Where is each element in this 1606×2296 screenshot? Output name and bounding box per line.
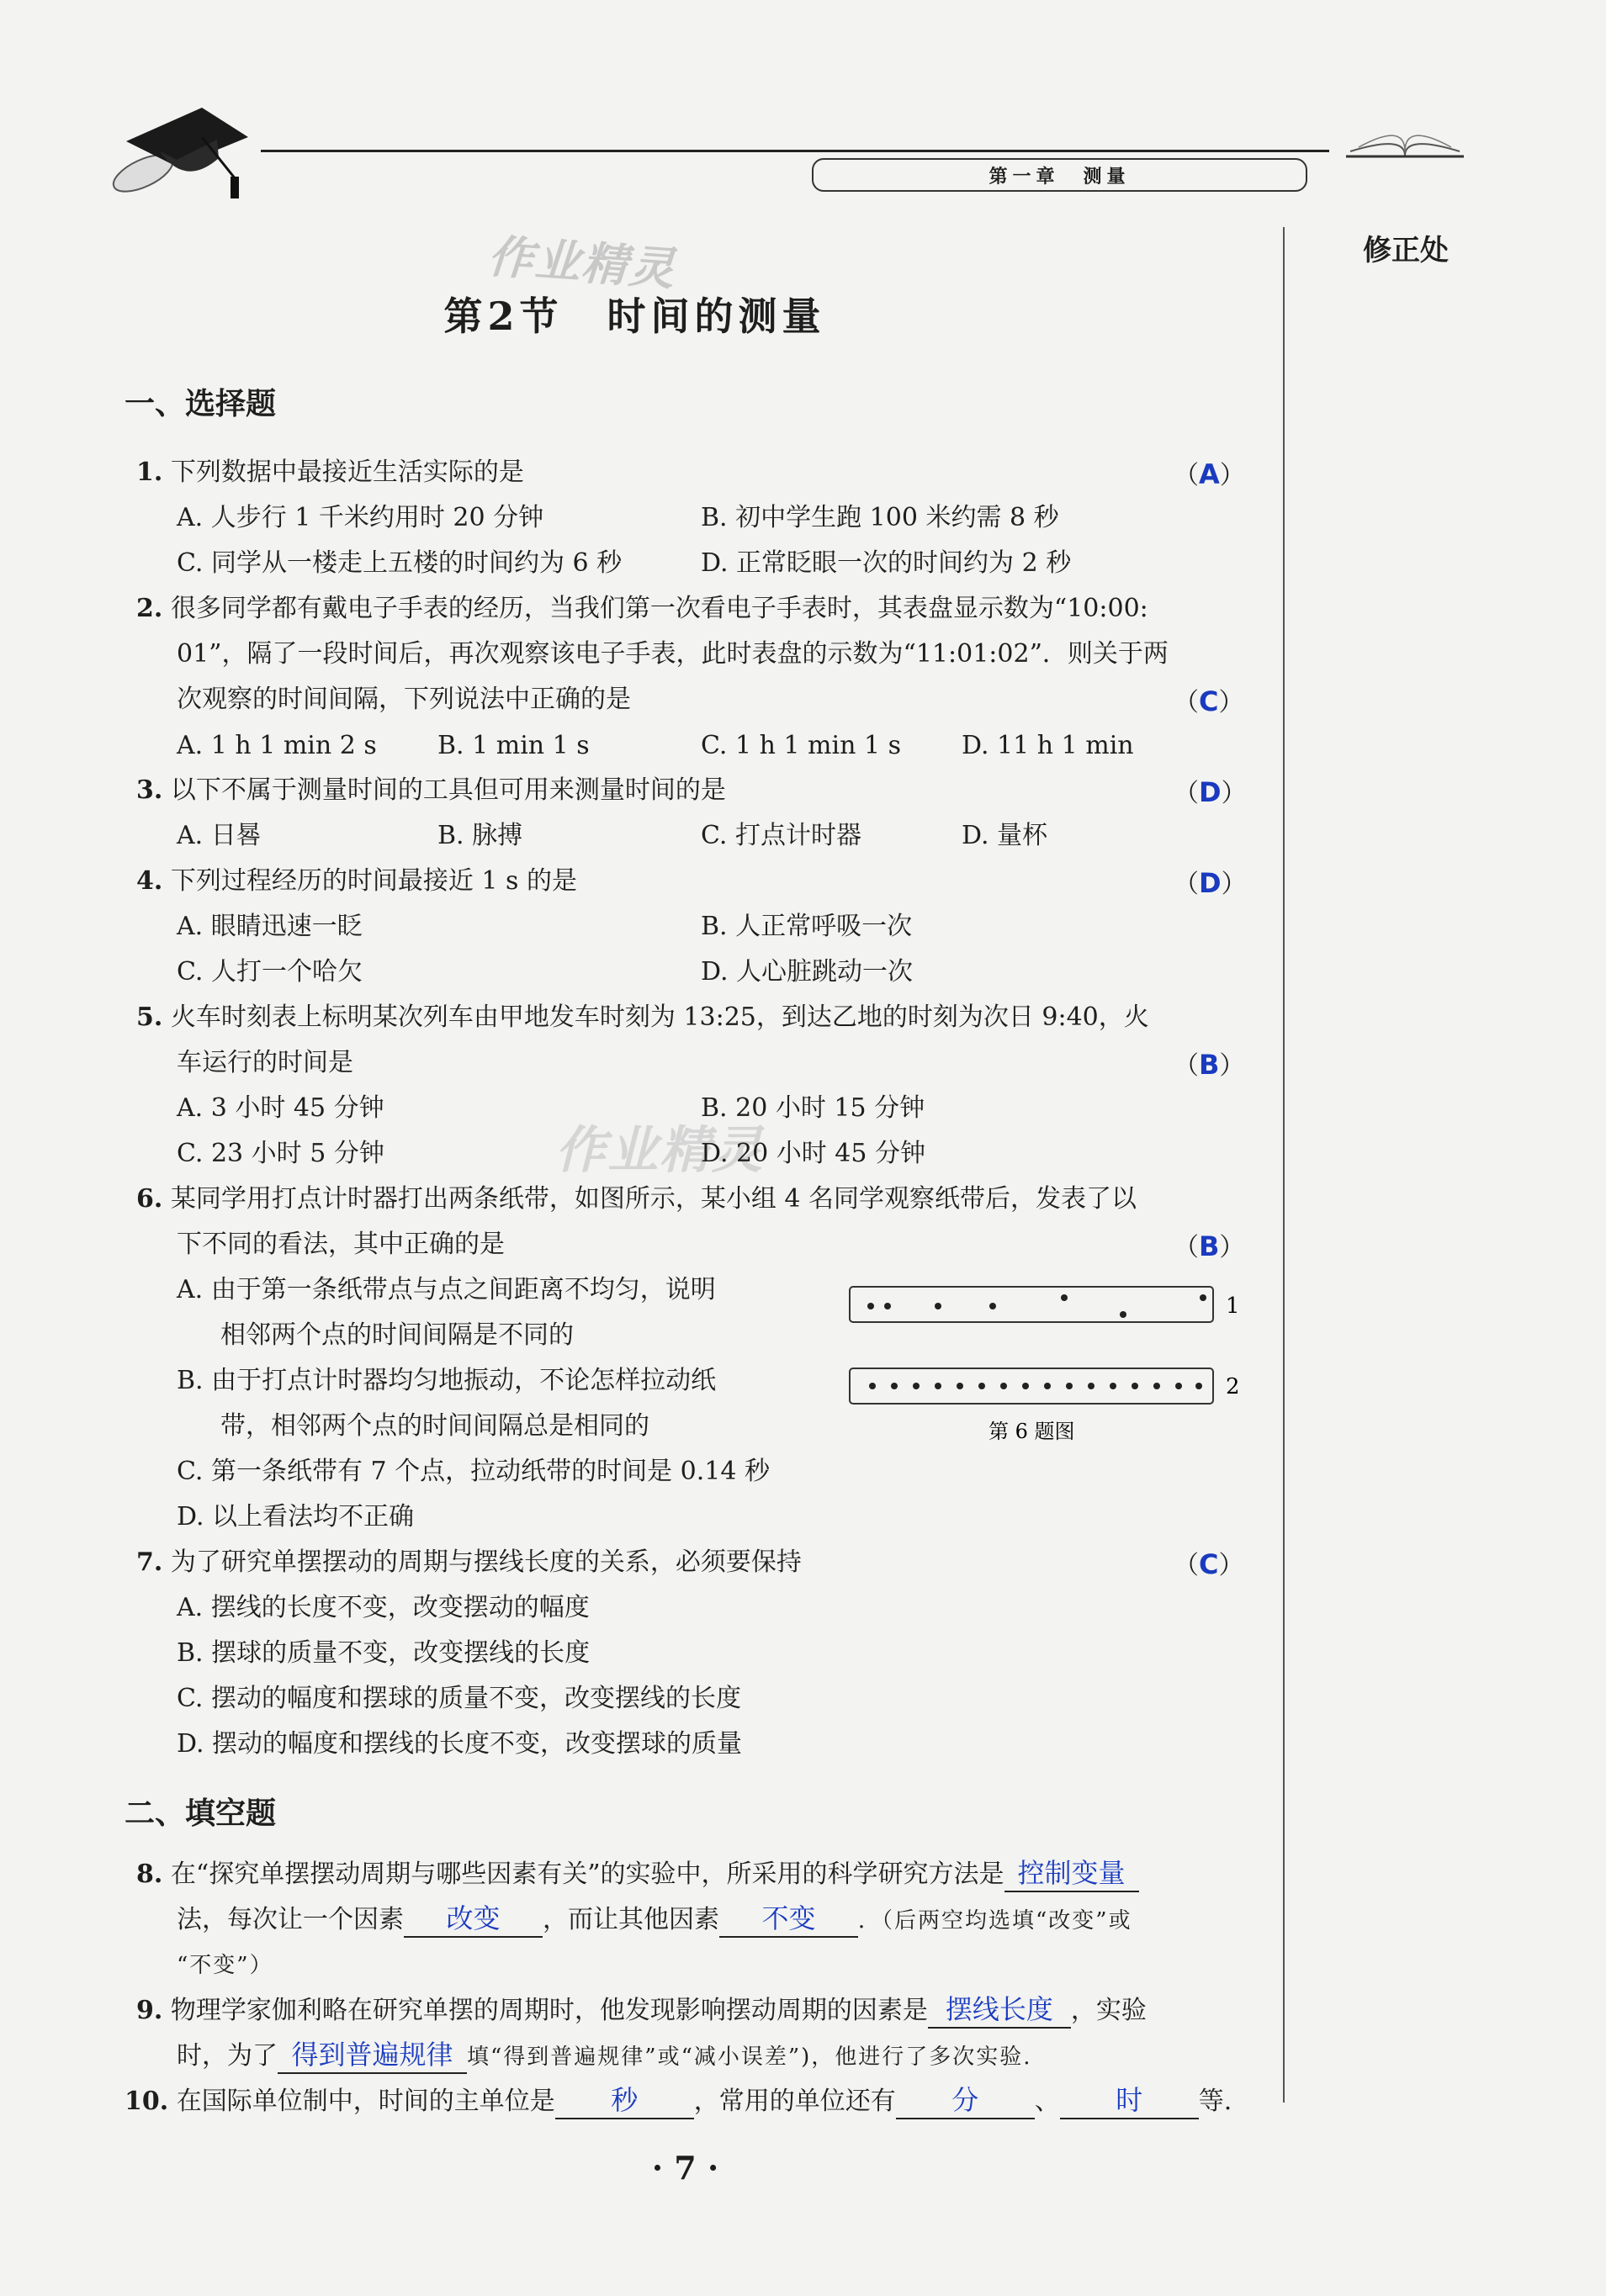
option: B. 1 min 1 s [437, 731, 590, 760]
option: A. 1 h 1 min 2 s [177, 731, 377, 760]
watermark: 作业精灵 [485, 230, 678, 296]
option: C. 打点计时器 [701, 821, 861, 850]
header-rule [261, 150, 1329, 152]
question-5 [136, 995, 1149, 1040]
question-8: 8. 在“探究单摆摆动周期与哪些因素有关”的实验中，所采用的科学研究方法是 控制变量 [136, 1852, 1139, 1897]
open-book-icon [1346, 118, 1464, 160]
question-7 [136, 1540, 802, 1585]
question-number: 5. [136, 1003, 163, 1032]
question-number: 6. [136, 1184, 163, 1214]
option: C. 23 小时 5 分钟 [177, 1139, 384, 1168]
question-3 [136, 768, 726, 813]
answer-slot: （C） [1174, 685, 1244, 717]
question-9: 9. 物理学家伽利略在研究单摆的周期时，他发现影响摆动周期的因素是 摆线长度 ，实验 [136, 1988, 1147, 2034]
question-stem: 下列过程经历的时间最接近 1 s 的是 [170, 866, 577, 896]
answer-slot: （D） [1174, 867, 1247, 899]
option: C. 同学从一楼走上五楼的时间约为 6 秒 [177, 548, 623, 578]
option: C. 1 h 1 min 1 s [701, 731, 901, 760]
graduation-cap-icon [109, 99, 252, 204]
question-4 [136, 859, 577, 904]
option: B. 脉搏 [437, 821, 523, 850]
question-number: 7. [136, 1547, 163, 1577]
answer-slot: （D） [1174, 776, 1247, 808]
option: D. 以上看法均不正确 [177, 1502, 415, 1532]
option: C. 第一条纸带有 7 个点，拉动纸带的时间是 0.14 秒 [177, 1457, 770, 1486]
question-2 [136, 586, 1148, 632]
question-8-line2: 法，每次让一个因素 改变 ，而让其他因素 不变 ．（后两空均选填“改变”或 [177, 1897, 1132, 1944]
section-title: 第2节 时间的测量 [443, 294, 826, 339]
answer-blank: 时 [1060, 2082, 1199, 2119]
option: D. 摆动的幅度和摆线的长度不变，改变摆球的质量 [177, 1729, 743, 1759]
option: D. 20 小时 45 分钟 [701, 1139, 926, 1168]
option: D. 11 h 1 min [962, 731, 1134, 760]
question-number: 3. [136, 775, 163, 805]
question-number: 8. [136, 1860, 163, 1889]
question-stem: 很多同学都有戴电子手表的经历，当我们第一次看电子手表时，其表盘显示数为“10:00: [170, 594, 1148, 623]
question-stem: 下列数据中最接近生活实际的是 [170, 458, 524, 487]
answer: A [1199, 458, 1220, 490]
figure-caption: 第 6 题图 [989, 1420, 1075, 1443]
question-number: 2. [136, 594, 163, 623]
option: B. 由于打点计时器均匀地振动，不论怎样拉动纸 [177, 1366, 717, 1395]
question-note: “不变”） [177, 1953, 273, 1978]
option: D. 正常眨眼一次的时间约为 2 秒 [701, 548, 1072, 578]
option: B. 20 小时 15 分钟 [701, 1093, 925, 1123]
question-stem: 车运行的时间是 [177, 1048, 353, 1077]
option: C. 人打一个哈欠 [177, 957, 363, 987]
question-stem: 为了研究单摆摆动的周期与摆线长度的关系，必须要保持 [170, 1547, 802, 1577]
tape-1-dots [867, 1294, 1206, 1318]
watermark: 作业精灵 [555, 1121, 764, 1180]
section-heading-choice: 一、选择题 [125, 387, 277, 421]
question-9-line2: 时，为了 得到普遍规律 填“得到普遍规律”或“减小误差”)，他进行了多次实验. [177, 2034, 1032, 2080]
answer: D [1199, 867, 1222, 899]
option: A. 人步行 1 千米约用时 20 分钟 [177, 503, 544, 532]
question-stem: 某同学用打点计时器打出两条纸带，如图所示，某小组 4 名同学观察纸带后，发表了以 [170, 1184, 1137, 1214]
question-number: 1. [136, 458, 163, 487]
option: C. 摆动的幅度和摆球的质量不变，改变摆线的长度 [177, 1684, 741, 1713]
option: A. 眼睛迅速一眨 [177, 912, 363, 941]
tape-1-label: 1 [1226, 1293, 1240, 1319]
answer-slot: （B） [1174, 1230, 1245, 1262]
answer: D [1199, 776, 1222, 808]
chapter-label: 第一章 测量 [989, 165, 1131, 188]
question-10: 10. 在国际单位制中，时间的主单位是 秒 ，常用的单位还有 分 、 时 等. [125, 2079, 1232, 2124]
chapter-header [812, 158, 1307, 192]
question-stem: 次观察的时间间隔，下列说法中正确的是 [177, 685, 631, 714]
question-1 [136, 450, 524, 495]
answer-slot: （B） [1174, 1049, 1245, 1081]
correction-divider [1283, 227, 1285, 2103]
option-continued: 带，相邻两个点的时间间隔总是相同的 [220, 1411, 649, 1441]
answer-blank: 摆线长度 [928, 1992, 1071, 2029]
question-stem: 01”，隔了一段时间后，再次观察该电子手表，此时表盘的示数为“11:01:02”．则关于两 [177, 639, 1169, 669]
page-number: · 7 · [651, 2149, 719, 2187]
question-6 [136, 1177, 1137, 1222]
option: D. 人心脏跳动一次 [701, 957, 914, 987]
option: B. 人正常呼吸一次 [701, 912, 913, 941]
tape-2-dots [869, 1383, 1202, 1389]
answer-blank: 不变 [719, 1901, 858, 1938]
answer-blank: 改变 [404, 1901, 543, 1938]
answer: C [1199, 685, 1219, 717]
answer: B [1199, 1230, 1220, 1262]
tape-2-label: 2 [1226, 1374, 1240, 1399]
question-number: 9. [136, 1996, 163, 2025]
option: A. 摆线的长度不变，改变摆动的幅度 [177, 1593, 590, 1622]
option-continued: 相邻两个点的时间间隔是不同的 [220, 1320, 574, 1350]
question-number: 4. [136, 866, 163, 896]
answer: B [1199, 1049, 1220, 1081]
option: A. 由于第一条纸带点与点之间距离不均匀，说明 [177, 1275, 716, 1304]
question-stem: 以下不属于测量时间的工具但可用来测量时间的是 [170, 775, 726, 805]
answer-blank: 分 [896, 2082, 1035, 2119]
answer-blank: 秒 [555, 2082, 694, 2119]
tape-1 [850, 1287, 1213, 1322]
option: B. 初中学生跑 100 米约需 8 秒 [701, 503, 1059, 532]
question-number: 10. [125, 2087, 169, 2116]
question-stem: 下不同的看法，其中正确的是 [177, 1230, 505, 1259]
option: D. 量杯 [962, 821, 1048, 850]
answer: C [1199, 1548, 1219, 1580]
answer-blank: 控制变量 [1004, 1855, 1139, 1892]
option: A. 日晷 [177, 821, 262, 850]
answer-slot: （A） [1174, 458, 1245, 490]
section-heading-fill: 二、填空题 [125, 1796, 277, 1831]
answer-blank: 得到普遍规律 [278, 2037, 467, 2074]
ticker-tape-figure [845, 1274, 1241, 1447]
question-stem: 火车时刻表上标明某次列车由甲地发车时刻为 13:25，到达乙地的时刻为次日 9:40，火 [170, 1003, 1149, 1032]
answer-slot: （C） [1174, 1548, 1244, 1580]
option: B. 摆球的质量不变，改变摆线的长度 [177, 1638, 591, 1668]
option: A. 3 小时 45 分钟 [177, 1093, 384, 1123]
correction-label: 修正处 [1363, 234, 1449, 267]
